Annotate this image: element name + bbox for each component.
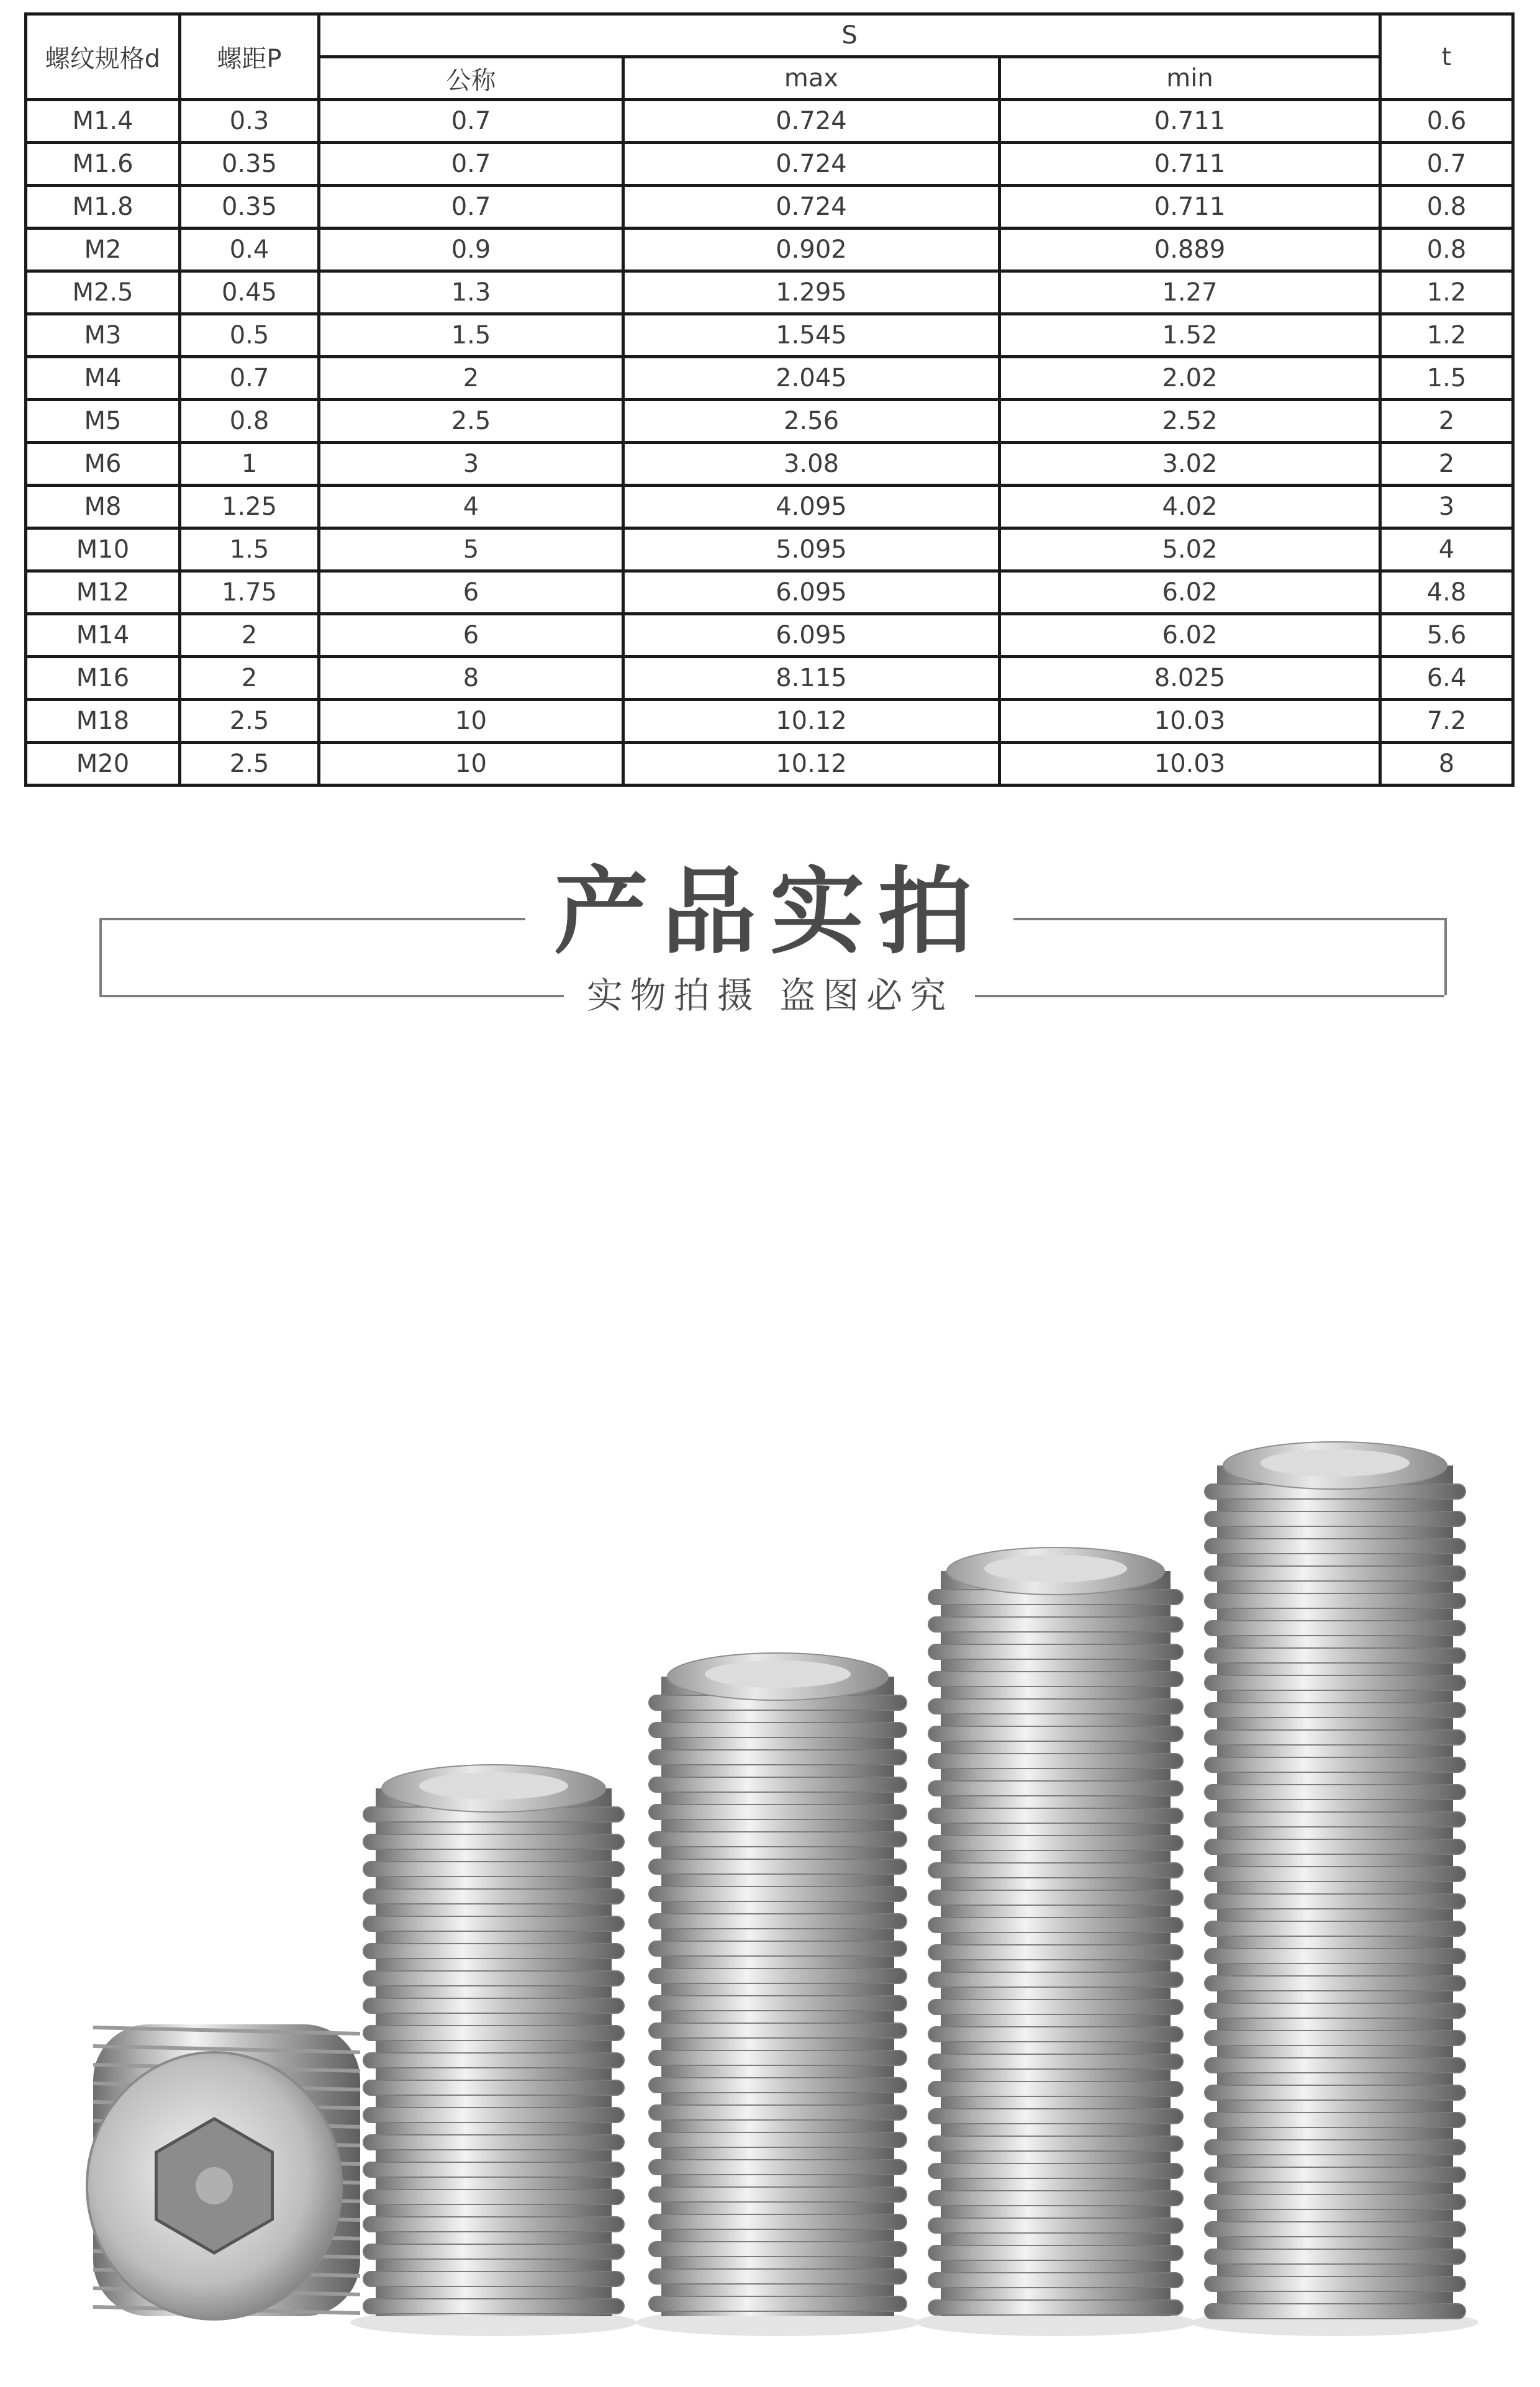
thread-ridge: [928, 1781, 1183, 1796]
cell-thread-spec: M4: [26, 357, 180, 400]
cell-nominal: 6: [319, 614, 623, 657]
cell-t: 0.7: [1380, 143, 1513, 186]
thread-ridge: [1205, 1921, 1465, 1936]
cell-thread-spec: M14: [26, 614, 180, 657]
cell-nominal: 0.7: [319, 100, 623, 143]
screw-end-view: [87, 2024, 360, 2319]
thread-ridge: [1205, 2249, 1465, 2264]
screw-top-face: [419, 1772, 568, 1800]
thread-ridge: [363, 1944, 624, 1959]
thread-ridge: [928, 1808, 1183, 1823]
thread-ridge: [649, 2023, 907, 2038]
cell-nominal: 0.7: [319, 186, 623, 229]
thread-ridge: [928, 1617, 1183, 1632]
cell-min: 5.02: [1000, 528, 1380, 571]
thread-ridge: [928, 1726, 1183, 1741]
cell-max: 1.545: [623, 314, 1000, 357]
thread-ridge: [649, 1886, 907, 1901]
thread-ridge: [1205, 2304, 1465, 2319]
cell-nominal: 1.5: [319, 314, 623, 357]
table-row: [26, 571, 1513, 614]
cell-max: 3.08: [623, 443, 1000, 486]
cell-max: 2.56: [623, 400, 1000, 443]
thread-ridge: [1205, 1949, 1465, 1964]
cell-max: 2.045: [623, 357, 1000, 400]
thread-ridge: [1205, 1675, 1465, 1690]
thread-ridge: [649, 2214, 907, 2229]
thread-ridge: [1205, 1976, 1465, 1991]
cell-thread-spec: M2: [26, 229, 180, 271]
thread-ridge: [363, 1862, 624, 1877]
thread-ridge: [1205, 1648, 1465, 1663]
table-body: [26, 100, 1513, 786]
cell-t: 4: [1380, 528, 1513, 571]
cell-t: 8: [1380, 743, 1513, 786]
product-photo: [0, 1180, 1540, 2385]
cell-t: 0.6: [1380, 100, 1513, 143]
cell-pitch: 0.35: [180, 143, 319, 186]
thread-ridge: [649, 1723, 907, 1737]
cell-nominal: 4: [319, 486, 623, 528]
cell-thread-spec: M1.8: [26, 186, 180, 229]
thread-ridge: [649, 1914, 907, 1929]
thread-ridge: [1205, 1621, 1465, 1636]
cell-thread-spec: M3: [26, 314, 180, 357]
thread-ridge: [649, 1968, 907, 1983]
cell-t: 1.2: [1380, 314, 1513, 357]
cell-nominal: 10: [319, 743, 623, 786]
cell-pitch: 2: [180, 657, 319, 700]
cell-nominal: 1.3: [319, 271, 623, 314]
cell-min: 10.03: [1000, 743, 1380, 786]
cell-nominal: 0.9: [319, 229, 623, 271]
thread-ridge: [928, 2163, 1183, 2178]
thread-ridge: [928, 1754, 1183, 1769]
cell-t: 2: [1380, 443, 1513, 486]
thread-ridge: [363, 1971, 624, 1986]
thread-ridge: [1205, 2113, 1465, 2127]
thread-ridge: [928, 1945, 1183, 1960]
thread-ridge: [928, 2245, 1183, 2260]
cell-t: 3: [1380, 486, 1513, 528]
screw-3: [916, 1547, 1196, 2336]
thread-ridge: [1205, 2140, 1465, 2155]
thread-ridge: [928, 1836, 1183, 1850]
thread-ridge: [363, 2135, 624, 2150]
thread-ridge: [928, 1672, 1183, 1687]
table-row: [26, 314, 1513, 357]
thread-ridge: [363, 2244, 624, 2259]
cell-min: 0.711: [1000, 143, 1380, 186]
thread-ridge: [1205, 2222, 1465, 2237]
cell-pitch: 0.45: [180, 271, 319, 314]
table-row: [26, 486, 1513, 528]
cell-nominal: 0.7: [319, 143, 623, 186]
thread-ridge: [928, 2300, 1183, 2315]
thread-ridge: [1205, 1511, 1465, 1526]
thread-ridge: [363, 2299, 624, 2314]
thread-ridge: [363, 2162, 624, 2177]
table-row: [26, 100, 1513, 143]
cell-pitch: 0.35: [180, 186, 319, 229]
thread-ridge: [1205, 2031, 1465, 2045]
screw-top-face: [1261, 1449, 1410, 1477]
thread-ridge: [928, 1972, 1183, 1987]
cell-pitch: 1.25: [180, 486, 319, 528]
cell-max: 6.095: [623, 614, 1000, 657]
cell-nominal: 3: [319, 443, 623, 486]
cell-min: 6.02: [1000, 614, 1380, 657]
thread-ridge: [363, 1998, 624, 2013]
cell-max: 0.902: [623, 229, 1000, 271]
thread-ridge: [928, 2136, 1183, 2151]
cell-min: 4.02: [1000, 486, 1380, 528]
header-nominal: 公称: [319, 57, 623, 100]
thread-ridge: [363, 2080, 624, 2095]
cell-min: 3.02: [1000, 443, 1380, 486]
thread-ridge: [928, 1890, 1183, 1905]
thread-ridge: [363, 2272, 624, 2286]
table-header-row: [26, 14, 1513, 57]
table-row: [26, 700, 1513, 743]
thread-ridge: [649, 1941, 907, 1956]
thread-ridge: [1205, 1703, 1465, 1718]
cell-min: 2.02: [1000, 357, 1380, 400]
table-row: [26, 229, 1513, 271]
thread-ridge: [363, 2217, 624, 2232]
cell-pitch: 1: [180, 443, 319, 486]
cell-max: 5.095: [623, 528, 1000, 571]
cell-min: 6.02: [1000, 571, 1380, 614]
product-photo-svg: [0, 1180, 1540, 2385]
cell-nominal: 10: [319, 700, 623, 743]
cell-pitch: 0.3: [180, 100, 319, 143]
cell-t: 7.2: [1380, 700, 1513, 743]
cell-pitch: 2.5: [180, 743, 319, 786]
screw-2: [636, 1653, 920, 2336]
thread-ridge: [1205, 1894, 1465, 1909]
cell-t: 6.4: [1380, 657, 1513, 700]
thread-ridge: [649, 2296, 907, 2311]
thread-ridge: [649, 2242, 907, 2257]
thread-ridge: [1205, 2058, 1465, 2073]
cell-pitch: 1.75: [180, 571, 319, 614]
cell-min: 8.025: [1000, 657, 1380, 700]
thread-ridge: [649, 2078, 907, 2093]
cell-nominal: 8: [319, 657, 623, 700]
cell-pitch: 0.5: [180, 314, 319, 357]
cell-min: 1.52: [1000, 314, 1380, 357]
section-subtitle: 实物拍摄 盗图必究: [586, 974, 954, 1017]
thread-ridge: [363, 1834, 624, 1849]
cell-min: 10.03: [1000, 700, 1380, 743]
header-max: max: [623, 57, 1000, 100]
cell-thread-spec: M1.6: [26, 143, 180, 186]
thread-ridge: [649, 1859, 907, 1874]
thread-ridge: [1205, 2003, 1465, 2018]
thread-ridge: [649, 2160, 907, 2175]
cell-pitch: 0.4: [180, 229, 319, 271]
cell-min: 2.52: [1000, 400, 1380, 443]
section-title: 产品实拍: [554, 857, 986, 967]
thread-ridge: [928, 1699, 1183, 1714]
table-row: [26, 186, 1513, 229]
thread-ridge: [649, 1777, 907, 1792]
thread-ridge: [928, 2273, 1183, 2288]
thread-ridge: [928, 2054, 1183, 2069]
thread-ridge: [1205, 1812, 1465, 1827]
screw-4: [1192, 1442, 1479, 2336]
thread-ridge: [649, 2050, 907, 2065]
thread-ridge: [363, 2053, 624, 2068]
table-row: [26, 143, 1513, 186]
thread-ridge: [363, 1916, 624, 1931]
table-row: [26, 657, 1513, 700]
socket-center: [196, 2167, 233, 2204]
thread-ridge: [928, 2081, 1183, 2096]
thread-ridge: [928, 2000, 1183, 2014]
screw-top-face: [984, 1555, 1127, 1582]
table-row: [26, 400, 1513, 443]
thread-ridge: [928, 2191, 1183, 2206]
cell-t: 4.8: [1380, 571, 1513, 614]
cell-thread-spec: M5: [26, 400, 180, 443]
thread-ridge: [1205, 1566, 1465, 1581]
table-row: [26, 443, 1513, 486]
cell-max: 8.115: [623, 657, 1000, 700]
thread-ridge: [363, 2190, 624, 2204]
cell-max: 0.724: [623, 143, 1000, 186]
cell-thread-spec: M1.4: [26, 100, 180, 143]
thread-ridge: [649, 2269, 907, 2284]
table-row: [26, 271, 1513, 314]
thread-ridge: [1205, 1730, 1465, 1745]
cell-nominal: 6: [319, 571, 623, 614]
cell-pitch: 2.5: [180, 700, 319, 743]
cell-t: 2: [1380, 400, 1513, 443]
thread-ridge: [649, 2187, 907, 2202]
thread-ridge: [928, 1644, 1183, 1659]
thread-ridge: [1205, 2194, 1465, 2209]
thread-ridge: [649, 1832, 907, 1847]
cell-min: 0.711: [1000, 100, 1380, 143]
cell-thread-spec: M20: [26, 743, 180, 786]
cell-t: 1.5: [1380, 357, 1513, 400]
cell-max: 1.295: [623, 271, 1000, 314]
header-thread-spec: 螺纹规格d: [26, 14, 180, 100]
cell-nominal: 5: [319, 528, 623, 571]
thread-ridge: [649, 1996, 907, 2011]
cell-thread-spec: M18: [26, 700, 180, 743]
header-s: S: [319, 14, 1380, 57]
cell-max: 10.12: [623, 700, 1000, 743]
header-t: t: [1380, 14, 1513, 100]
thread-ridge: [649, 1805, 907, 1819]
cell-thread-spec: M6: [26, 443, 180, 486]
thread-ridge: [1205, 1785, 1465, 1800]
cell-pitch: 0.8: [180, 400, 319, 443]
cell-pitch: 0.7: [180, 357, 319, 400]
thread-ridge: [1205, 1539, 1465, 1554]
table-row: [26, 614, 1513, 657]
cell-t: 5.6: [1380, 614, 1513, 657]
thread-ridge: [928, 2109, 1183, 2124]
screws-group: [87, 1442, 1479, 2336]
thread-ridge: [363, 1889, 624, 1904]
table-row: [26, 528, 1513, 571]
thread-ridge: [1205, 1757, 1465, 1772]
cell-nominal: 2: [319, 357, 623, 400]
cell-pitch: 1.5: [180, 528, 319, 571]
thread-ridge: [1205, 2167, 1465, 2182]
cell-thread-spec: M2.5: [26, 271, 180, 314]
header-min: min: [1000, 57, 1380, 100]
thread-ridge: [1205, 1593, 1465, 1608]
cell-max: 0.724: [623, 100, 1000, 143]
cell-thread-spec: M8: [26, 486, 180, 528]
screw-top-face: [705, 1660, 851, 1688]
cell-min: 1.27: [1000, 271, 1380, 314]
header-pitch: 螺距P: [180, 14, 319, 100]
thread-ridge: [363, 2026, 624, 2040]
thread-ridge: [928, 1918, 1183, 1932]
thread-ridge: [928, 2218, 1183, 2233]
cell-max: 10.12: [623, 743, 1000, 786]
thread-ridge: [928, 2027, 1183, 2042]
screw-1: [350, 1765, 637, 2336]
table-row: [26, 743, 1513, 786]
cell-max: 0.724: [623, 186, 1000, 229]
cell-max: 6.095: [623, 571, 1000, 614]
thread-ridge: [1205, 1867, 1465, 1882]
thread-ridge: [363, 2108, 624, 2122]
cell-pitch: 2: [180, 614, 319, 657]
cell-thread-spec: M10: [26, 528, 180, 571]
thread-ridge: [649, 2105, 907, 2120]
thread-ridge: [649, 2132, 907, 2147]
table-row: [26, 357, 1513, 400]
thread-ridge: [928, 1863, 1183, 1878]
cell-thread-spec: M12: [26, 571, 180, 614]
thread-ridge: [649, 1750, 907, 1765]
cell-min: 0.711: [1000, 186, 1380, 229]
cell-nominal: 2.5: [319, 400, 623, 443]
cell-t: 0.8: [1380, 186, 1513, 229]
spec-table: [24, 12, 1515, 787]
cell-t: 1.2: [1380, 271, 1513, 314]
cell-min: 0.889: [1000, 229, 1380, 271]
cell-t: 0.8: [1380, 229, 1513, 271]
thread-ridge: [1205, 1839, 1465, 1854]
thread-ridge: [1205, 2085, 1465, 2100]
cell-max: 4.095: [623, 486, 1000, 528]
section-header: [0, 845, 1540, 1031]
thread-ridge: [1205, 2276, 1465, 2291]
cell-thread-spec: M16: [26, 657, 180, 700]
